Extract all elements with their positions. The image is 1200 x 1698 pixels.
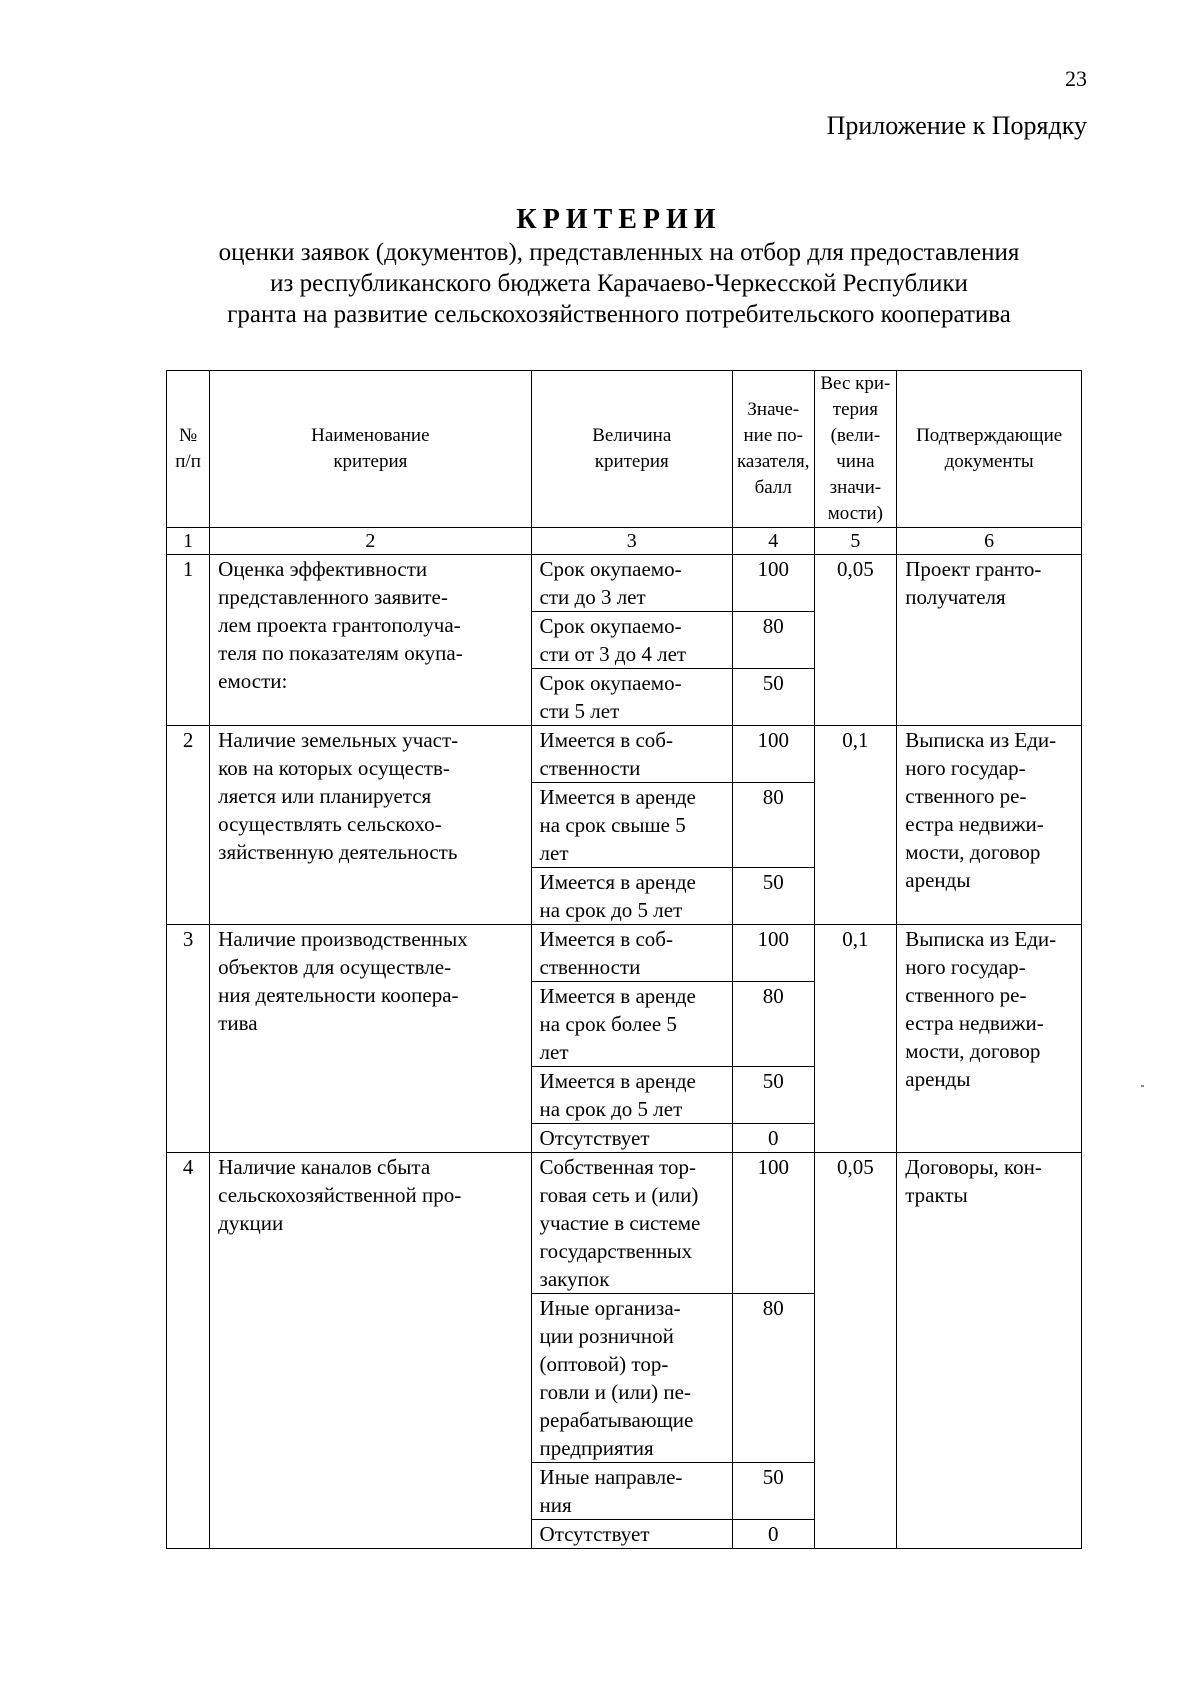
document-title: КРИТЕРИИ [516,204,722,235]
score: 100 [732,925,814,982]
criterion-value: Иные организа- ции розничной (оптовой) тор- говли и (или) пе- рерабатывающие предприятия [531,1294,732,1463]
criterion-name: Наличие земельных участ- ков на которых осуществ- ляется или планируется осуществлять сельскохо- зяйственную деятельность [210,726,531,925]
row-number: 4 [167,1153,210,1549]
criterion-value: Срок окупаемо- сти 5 лет [531,669,732,726]
score: 50 [732,868,814,925]
subtitle-line: из республиканского бюджета Карачаево-Черкесской Республики [270,270,968,297]
score: 0 [732,1124,814,1153]
table-header-row [167,371,1082,528]
header-cell: № п/п [167,371,210,528]
criterion-value: Имеется в аренде на срок более 5 лет [531,982,732,1067]
criterion-name: Оценка эффективности представленного заявите- лем проекта грантополуча- теля по показателям окупа- емости: [210,555,531,726]
criterion-weight: 0,05 [814,555,897,726]
criterion-value: Срок окупаемо- сти от 3 до 4 лет [531,612,732,669]
criterion-value: Срок окупаемо- сти до 3 лет [531,555,732,612]
header-cell: Подтверждающие документы [897,371,1082,528]
criterion-value: Иные направле- ния [531,1463,732,1520]
criterion-value: Отсутствует [531,1520,732,1549]
header-cell: Величина критерия [531,371,732,528]
subtitle-line: оценки заявок (документов), представленных на отбор для предоставления [218,239,1020,266]
row-number: 2 [167,726,210,925]
criterion-value: Имеется в аренде на срок до 5 лет [531,868,732,925]
header-cell: Значе- ние по- казателя, балл [732,371,814,528]
appendix-label: Приложение к Порядку [826,111,1087,140]
table-row [167,1153,1082,1294]
score: 50 [732,669,814,726]
criteria-table [166,370,1082,1549]
table-row [167,925,1082,982]
criterion-weight: 0,05 [814,1153,897,1549]
scan-speck [1141,1085,1144,1087]
score: 80 [732,783,814,868]
criterion-value: Имеется в аренде на срок свыше 5 лет [531,783,732,868]
score: 80 [732,612,814,669]
score: 50 [732,1463,814,1520]
criterion-weight: 0,1 [814,925,897,1153]
supporting-documents: Выписка из Еди- ного государ- ственного ре- естра недвижи- мости, договор аренды [897,726,1082,925]
criterion-value: Отсутствует [531,1124,732,1153]
criterion-value: Имеется в аренде на срок до 5 лет [531,1067,732,1124]
column-number: 6 [897,528,1082,555]
column-number: 4 [732,528,814,555]
score: 100 [732,726,814,783]
table-row [167,726,1082,783]
supporting-documents: Договоры, кон- тракты [897,1153,1082,1549]
title-block [160,203,1078,330]
score: 100 [732,1153,814,1294]
header-cell: Вес кри- терия (вели- чина значи- мости) [814,371,897,528]
supporting-documents: Выписка из Еди- ного государ- ственного ре- естра недвижи- мости, договор аренды [897,925,1082,1153]
score: 0 [732,1520,814,1549]
row-number: 3 [167,925,210,1153]
criterion-name: Наличие производственных объектов для осуществле- ния деятельности коопера- тива [210,925,531,1153]
column-number: 2 [210,528,531,555]
row-number: 1 [167,555,210,726]
criterion-value: Имеется в соб- ственности [531,925,732,982]
header-cell: Наименование критерия [210,371,531,528]
criterion-value: Имеется в соб- ственности [531,726,732,783]
subtitle-line: гранта на развитие сельскохозяйственного потребительского кооператива [227,301,1011,328]
column-number-row [167,528,1082,555]
score: 100 [732,555,814,612]
column-number: 5 [814,528,897,555]
score: 80 [732,1294,814,1463]
page-number: 23 [1065,66,1087,91]
criterion-weight: 0,1 [814,726,897,925]
score: 50 [732,1067,814,1124]
supporting-documents: Проект гранто- получателя [897,555,1082,726]
column-number: 3 [531,528,732,555]
criterion-value: Собственная тор- говая сеть и (или) участие в системе государственных закупок [531,1153,732,1294]
criterion-name: Наличие каналов сбыта сельскохозяйственной про- дукции [210,1153,531,1549]
score: 80 [732,982,814,1067]
column-number: 1 [167,528,210,555]
table-row [167,555,1082,612]
